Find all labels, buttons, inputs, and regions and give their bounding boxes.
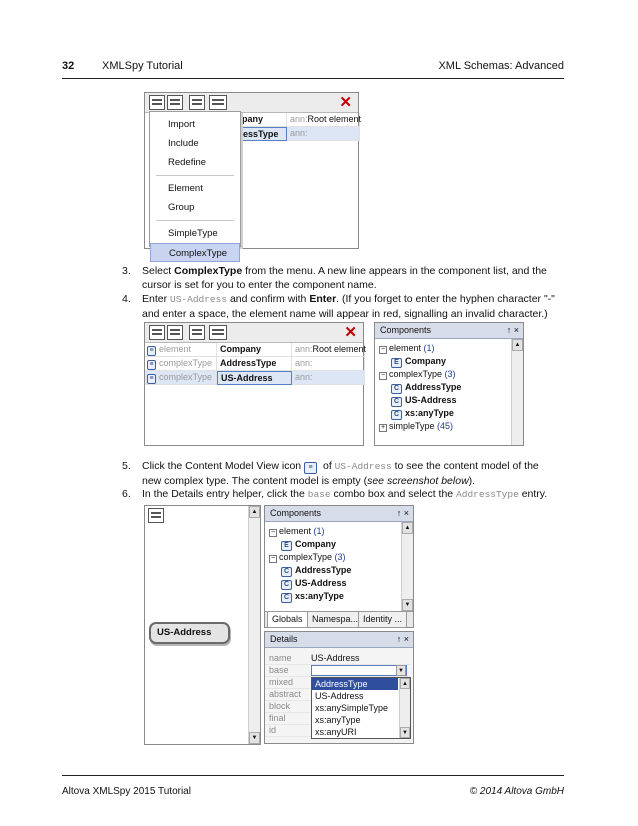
page-number: 32	[62, 60, 75, 72]
dropdown-option[interactable]: xs:anyURI	[315, 727, 357, 737]
details-panel	[264, 631, 414, 744]
scroll-down-icon: ▼	[249, 732, 260, 744]
tab-namespaces[interactable]: Namespa...	[307, 612, 363, 628]
menu-item-element[interactable]: Element	[168, 183, 203, 194]
content-model-view	[144, 505, 261, 745]
footer-rule	[62, 775, 564, 776]
footer-left: Altova XMLSpy 2015 Tutorial	[62, 786, 191, 797]
tree-item[interactable]: C xs:anyType	[391, 407, 454, 420]
components-panel-title: Components ↑ ×	[375, 323, 523, 339]
scroll-up-icon: ▲	[402, 522, 413, 534]
ann-cell: ann:	[292, 357, 365, 371]
ann-cell: ann:	[292, 371, 365, 385]
content-model-view-icon[interactable]	[189, 325, 205, 340]
menu-item-include[interactable]: Include	[168, 138, 199, 149]
kind-cell: ≡ element	[145, 343, 217, 357]
step-5-text: Click the Content Model View icon ≡ of US-Address to see the content model of the new complex type. The content model is empty (see screenshot below).	[142, 460, 539, 487]
scrollbar[interactable]	[399, 678, 410, 738]
complextype-icon: C	[281, 580, 292, 590]
tree-node-complextype[interactable]: − complexType (3)	[270, 552, 346, 562]
scrollbar[interactable]	[511, 339, 523, 445]
details-panel-title: Details ↑ ×	[265, 632, 413, 648]
insert-icon[interactable]	[167, 95, 183, 110]
detail-row-final: final	[265, 713, 410, 725]
kind-cell: ≡ complexType	[145, 357, 217, 371]
scroll-up-icon: ▲	[249, 506, 260, 518]
base-combo-box[interactable]	[311, 665, 407, 676]
tree-item[interactable]: C US-Address	[281, 577, 347, 590]
detail-row-base: base ▼	[265, 665, 410, 677]
sort-icon[interactable]	[209, 325, 227, 340]
tab-identity[interactable]: Identity ...	[358, 612, 407, 628]
detail-row-abstract: abstract	[265, 689, 410, 701]
components-panel-title: Components ↑ ×	[265, 506, 413, 522]
collapse-icon: −	[270, 529, 276, 536]
dropdown-option[interactable]: xs:anyType	[315, 715, 361, 725]
components-tabs	[265, 611, 413, 627]
expand-icon: +	[380, 424, 386, 431]
dropdown-option[interactable]: US-Address	[315, 691, 364, 701]
header-left-title: XMLSpy Tutorial	[102, 60, 183, 72]
tree-item[interactable]: C AddressType	[391, 381, 461, 394]
add-component-menu	[149, 111, 241, 259]
scrollbar[interactable]	[248, 506, 260, 744]
complextype-node[interactable]: US-Address	[149, 622, 230, 644]
content-model-icon[interactable]: ≡	[147, 374, 156, 384]
kind-cell: ≡ complexType	[145, 371, 217, 385]
footer-right: © 2014 Altova GmbH	[469, 786, 564, 797]
screenshot-schema-grid	[144, 322, 367, 446]
content-model-toolbar	[145, 506, 260, 526]
content-model-icon[interactable]: ≡	[147, 360, 156, 370]
tab-globals[interactable]: Globals	[267, 612, 308, 628]
grid-ann-cell: ann:	[287, 127, 360, 141]
menu-separator	[156, 220, 234, 221]
detail-row-id: id	[265, 725, 410, 737]
panel-pin-close-icons[interactable]: ↑ ×	[396, 634, 409, 644]
tree-item[interactable]: C xs:anyType	[281, 590, 344, 603]
append-icon[interactable]	[149, 95, 165, 110]
components-panel	[264, 505, 414, 628]
collapse-icon: −	[380, 372, 386, 379]
content-model-view-icon[interactable]	[189, 95, 205, 110]
collapse-icon: −	[380, 346, 386, 353]
menu-item-complextype[interactable]: ComplexType	[150, 243, 240, 262]
screenshot-add-menu	[144, 92, 362, 259]
detail-row-mixed: mixed	[265, 677, 410, 689]
append-icon[interactable]	[149, 325, 165, 340]
scrollbar[interactable]	[401, 522, 413, 611]
content-model-icon[interactable]: ≡	[147, 346, 156, 356]
step-3-text: Select ComplexType from the menu. A new line appears in the component list, and the cursor is set for you to enter the component name.	[142, 265, 547, 291]
content-model-view-icon[interactable]: ≡	[304, 462, 317, 474]
step-number: 3.	[122, 265, 131, 277]
step-6-text: In the Details entry helper, click the base combo box and select the AddressType entry.	[142, 488, 548, 500]
insert-icon[interactable]	[167, 325, 183, 340]
menu-item-simpletype[interactable]: SimpleType	[168, 228, 218, 239]
grid-row[interactable]	[239, 127, 360, 141]
menu-item-redefine[interactable]: Redefine	[168, 157, 207, 168]
table-row[interactable]	[145, 357, 365, 371]
grid-name-cell: essType	[239, 127, 287, 141]
grid-view-icon[interactable]	[148, 508, 164, 523]
combo-dropdown-icon[interactable]: ▼	[396, 665, 406, 676]
delete-icon[interactable]: ✕	[344, 324, 357, 341]
name-cell: Company	[217, 343, 292, 357]
menu-item-import[interactable]: Import	[168, 119, 195, 130]
detail-row-name: name US-Address	[265, 653, 410, 665]
schema-toolbar	[145, 323, 363, 343]
panel-pin-close-icons[interactable]: ↑ ×	[396, 508, 409, 518]
sort-icon[interactable]	[209, 95, 227, 110]
tree-node-simpletype[interactable]: + simpleType (45)	[380, 421, 454, 431]
table-row[interactable]	[145, 371, 365, 385]
grid-name-cell: pany	[239, 113, 287, 127]
complextype-icon: C	[391, 397, 402, 407]
details-grid	[265, 648, 413, 743]
menu-item-group[interactable]: Group	[168, 202, 195, 213]
grid-row[interactable]	[239, 113, 360, 127]
scroll-down-icon: ▼	[400, 727, 410, 738]
header-right-title: XML Schemas: Advanced	[438, 60, 564, 72]
complextype-icon: C	[391, 384, 402, 394]
tree-node-element[interactable]: − element (1)	[380, 343, 435, 353]
step-number: 5.	[122, 460, 131, 472]
step-number: 6.	[122, 488, 131, 500]
components-panel	[374, 322, 524, 446]
tree-item[interactable]: E Company	[391, 355, 446, 368]
complextype-icon: C	[391, 410, 402, 420]
components-tree	[265, 522, 413, 611]
header-rule	[62, 78, 564, 79]
grid-ann-cell: ann:Root element	[287, 113, 360, 127]
ann-cell: ann:Root element	[292, 343, 365, 357]
step-number: 4.	[122, 293, 131, 305]
element-icon: E	[391, 358, 402, 368]
complextype-icon: C	[281, 593, 292, 603]
panel-pin-close-icons[interactable]: ↑ ×	[506, 325, 519, 335]
tree-item[interactable]: E Company	[281, 538, 336, 551]
schema-toolbar	[145, 93, 358, 113]
name-field[interactable]: US-Address	[311, 653, 360, 663]
delete-icon[interactable]: ✕	[339, 94, 352, 111]
table-row[interactable]	[145, 343, 365, 357]
components-tree	[375, 339, 523, 445]
scroll-up-icon: ▲	[512, 339, 523, 351]
scroll-up-icon: ▲	[400, 678, 410, 689]
tree-item[interactable]: C AddressType	[281, 564, 351, 577]
scroll-down-icon: ▼	[402, 599, 413, 611]
tree-node-element[interactable]: − element (1)	[270, 526, 325, 536]
dropdown-option[interactable]: xs:anySimpleType	[315, 703, 389, 713]
step-4-text: Enter US-Address and confirm with Enter. (If you forget to enter the hyphen character "-" and enter a space, the element name will appear in red, signalling an invalid character.)	[142, 293, 555, 320]
name-cell: AddressType	[217, 357, 292, 371]
tree-item[interactable]: C US-Address	[391, 394, 457, 407]
tree-node-complextype[interactable]: − complexType (3)	[380, 369, 456, 379]
element-icon: E	[281, 541, 292, 551]
detail-row-block: block	[265, 701, 410, 713]
name-cell[interactable]: US-Address	[217, 371, 292, 385]
menu-separator	[156, 175, 234, 176]
base-dropdown-list	[311, 677, 411, 739]
collapse-icon: −	[270, 555, 276, 562]
dropdown-option[interactable]: AddressType	[312, 678, 398, 690]
complextype-icon: C	[281, 567, 292, 577]
